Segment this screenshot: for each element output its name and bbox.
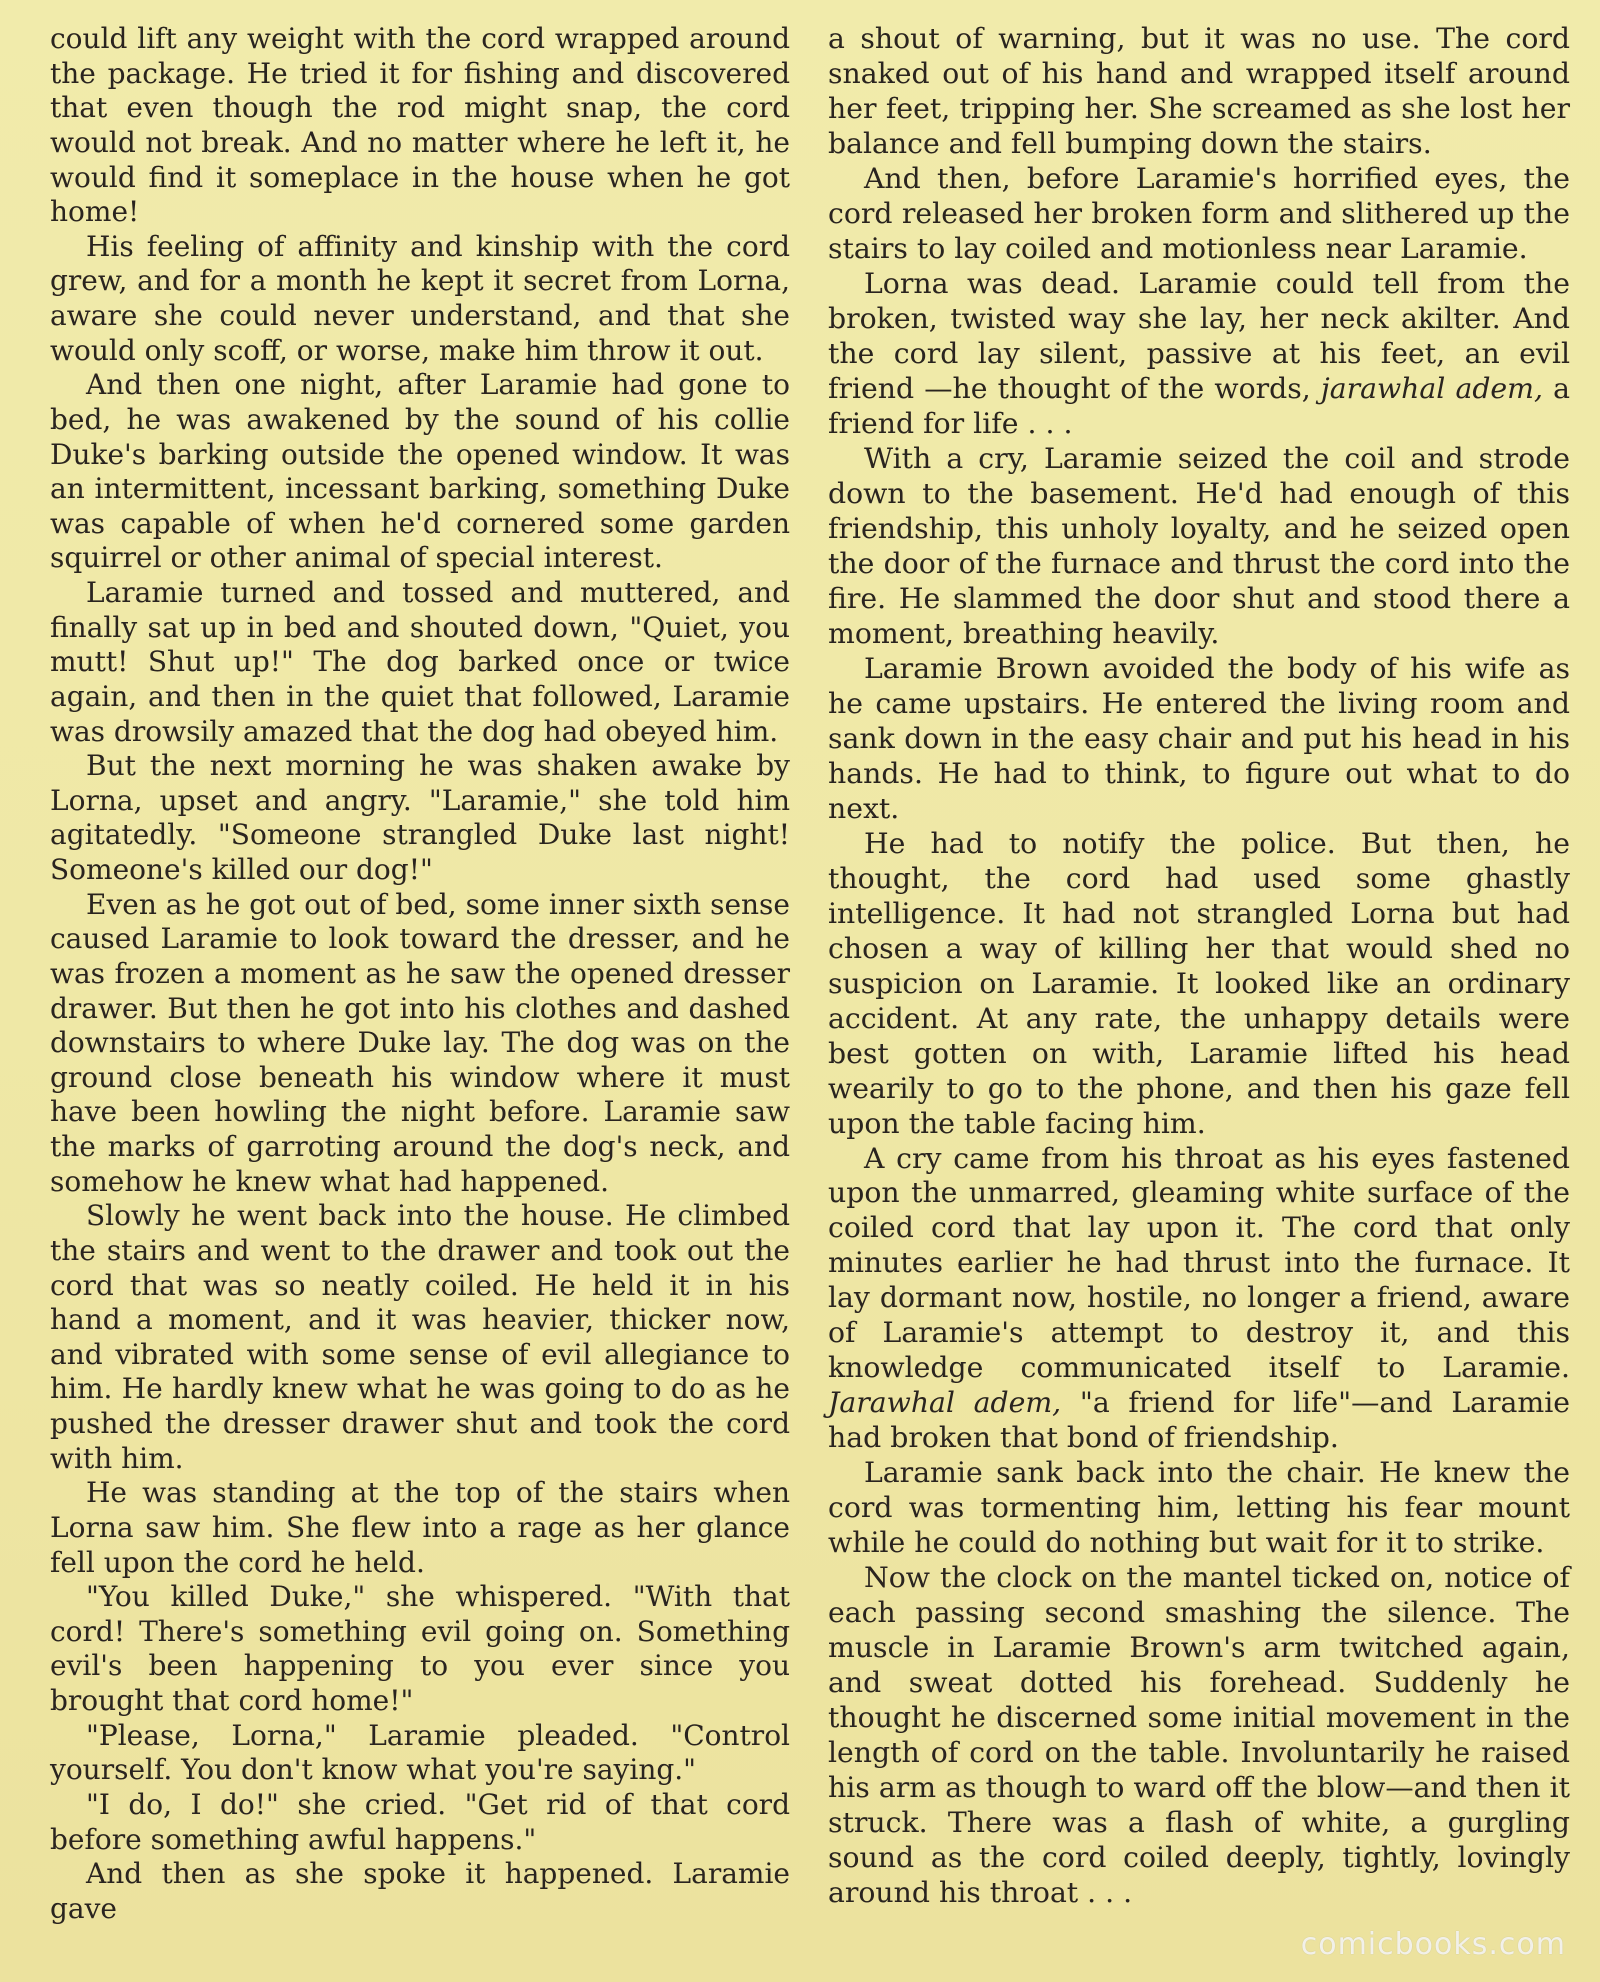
paragraph: could lift any weight with the cord wrapped around the package. He tried it for fishing and discovered that even though the rod might snap, the cord would not break. And no matter where he left it, he would find it someplace in the house when he got home!	[50, 22, 790, 229]
paragraph: He was standing at the top of the stairs when Lorna saw him. She flew into a rage as her glance fell upon the cord he held.	[50, 1476, 790, 1579]
paragraph	[828, 267, 1570, 442]
paragraph: Even as he got out of bed, some inner sixth sense caused Laramie to look toward the dresser, and he was frozen a moment as he saw the opened dresser drawer. But then he got into his clothes and dashed downstairs to where Duke lay. The dog was on the ground close beneath his window where it must have been howling the night before. Laramie saw the marks of garroting around the dog's neck, and somehow he knew what had happened.	[50, 887, 790, 1198]
italic-phrase: Jarawhal adem,	[828, 1386, 1062, 1420]
paragraph: Laramie turned and tossed and muttered, and finally sat up in bed and shouted down, "Quiet, you mutt! Shut up!" The dog barked once or twice again, and then in the quiet that followed, Laramie was drowsily amazed that the dog had obeyed him.	[50, 576, 790, 748]
italic-phrase: jarawhal adem,	[1320, 371, 1543, 405]
right-text-column	[828, 22, 1570, 1911]
paragraph: Laramie sank back into the chair. He knew the cord was tormenting him, letting his fear mount while he could do nothing but wait for it to strike.	[828, 1456, 1570, 1560]
text-run: a friend for life . . .	[828, 371, 1570, 440]
paragraph: And then one night, after Laramie had gone to bed, he was awakened by the sound of his collie Duke's barking outside the opened window. It was an intermittent, incessant barking, something Duke was capable of when he'd cornered some garden squirrel or other animal of special interest.	[50, 368, 790, 575]
paragraph: His feeling of affinity and kinship with the cord grew, and for a month he kept it secret from Lorna, aware she could never understand, and that she would only scoff, or worse, make him throw it out.	[50, 229, 790, 367]
paragraph: Laramie Brown avoided the body of his wife as he came upstairs. He entered the living room and sank down in the easy chair and put his head in his hands. He had to think, to figure out what to do next.	[828, 651, 1570, 825]
paragraph: And then as she spoke it happened. Laramie gave	[50, 1857, 790, 1925]
left-text-column	[50, 22, 790, 1926]
watermark: comicbooks.com	[1300, 1927, 1566, 1962]
text-run: A cry came from his throat as his eyes fastened upon the unmarred, gleaming white surface of the coiled cord that lay upon it. The cord that only minutes earlier he had thrust into the furnace. It lay dormant now, hostile, no longer a friend, aware of Laramie's attempt to destroy it, and this knowledge communicated itself to Laramie.	[828, 1141, 1570, 1385]
paragraph: Now the clock on the mantel ticked on, notice of each passing second smashing the silence. The muscle in Laramie Brown's arm twitched again, and sweat dotted his forehead. Suddenly he thought he discerned some initial movement in the length of cord on the table. Involuntarily he raised his arm as though to ward off the blow—and then it struck. There was a flash of white, a gurgling sound as the cord coiled deeply, tightly, lovingly around his throat . . .	[828, 1561, 1570, 1910]
paragraph: "You killed Duke," she whispered. "With that cord! There's something evil going on. Something evil's been happening to you ever since you brought that cord home!"	[50, 1580, 790, 1717]
paragraph: Slowly he went back into the house. He climbed the stairs and went to the drawer and took out the cord that was so neatly coiled. He held it in his hand a moment, and it was heavier, thicker now, and vibrated with some sense of evil allegiance to him. He hardly knew what he was going to do as he pushed the dresser drawer shut and took the cord with him.	[50, 1199, 790, 1475]
paragraph: "I do, I do!" she cried. "Get rid of that cord before something awful happens."	[50, 1787, 790, 1856]
text-run: "a friend for life"—and Laramie had broken that bond of friendship.	[828, 1386, 1570, 1455]
paragraph: With a cry, Laramie seized the coil and strode down to the basement. He'd had enough of this friendship, this unholy loyalty, and he seized open the door of the furnace and thrust the cord into the fire. He slammed the door shut and stood there a moment, breathing heavily.	[828, 441, 1570, 650]
text-run: Lorna was dead. Laramie could tell from the broken, twisted way she lay, her neck akilter. And the cord lay silent, passive at his feet, an evil friend —he thought of the words,	[828, 266, 1570, 405]
paragraph: "Please, Lorna," Laramie pleaded. "Control yourself. You don't know what you're saying."	[50, 1718, 790, 1787]
paragraph: a shout of warning, but it was no use. The cord snaked out of his hand and wrapped itself around her feet, tripping her. She screamed as she lost her balance and fell bumping down the stairs.	[828, 22, 1570, 160]
paragraph: And then, before Laramie's horrified eyes, the cord released her broken form and slithered up the stairs to lay coiled and motionless near Laramie.	[828, 161, 1570, 265]
paragraph: He had to notify the police. But then, he thought, the cord had used some ghastly intelligence. It had not strangled Lorna but had chosen a way of killing her that would shed no suspicion on Laramie. It looked like an ordinary accident. At any rate, the unhappy details were best gotten on with, Laramie lifted his head wearily to go to the phone, and then his gaze fell upon the table facing him.	[828, 826, 1570, 1140]
paragraph: But the next morning he was shaken awake by Lorna, upset and angry. "Laramie," she told him agitatedly. "Someone strangled Duke last night! Someone's killed our dog!"	[50, 749, 790, 886]
paragraph	[828, 1142, 1570, 1457]
